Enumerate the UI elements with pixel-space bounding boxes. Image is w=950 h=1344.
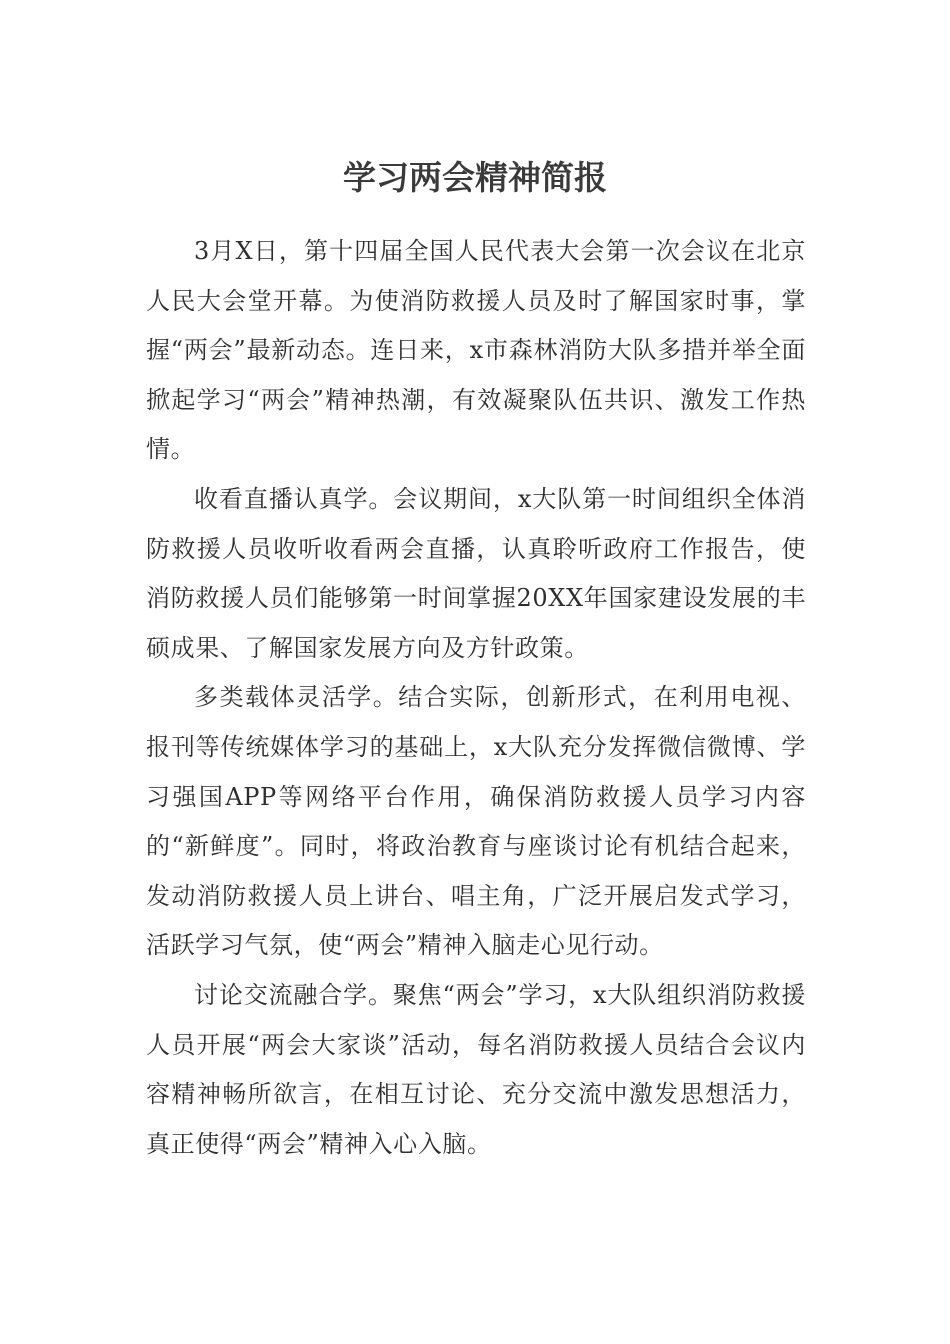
paragraph-live-broadcast: 收看直播认真学。会议期间，x大队第一时间组织全体消防救援人员收听收看两会直播，认真聆听政府工作报告，使消防救援人员们能够第一时间掌握20XX年国家建设发展的丰硕成果、了解国家发展方向及方针政策。 <box>146 484 806 662</box>
paragraph-multi-carrier: 多类载体灵活学。结合实际，创新形式，在利用电视、报刊等传统媒体学习的基础上，x大队充分发挥微信微博、学习强国APP等网络平台作用，确保消防救援人员学习内容的“新鲜度”。同时，将政治教育与座谈讨论有机结合起来，发动消防救援人员上讲台、唱主角，广泛开展启发式学习，活跃学习气氛，使“两会”精神入脑走心见行动。 <box>146 683 806 960</box>
document-body <box>146 227 806 1169</box>
paragraph-intro: 3月X日，第十四届全国人民代表大会第一次会议在北京人民大会堂开幕。为使消防救援人员及时了解国家时事，掌握“两会”最新动态。连日来，x市森林消防大队多措并举全面掀起学习“两会”精神热潮，有效凝聚队伍共识、激发工作热情。 <box>146 237 806 464</box>
paragraph-discussion: 讨论交流融合学。聚焦“两会”学习，x大队组织消防救援人员开展“两会大家谈”活动，每名消防救援人员结合会议内容精神畅所欲言，在相互讨论、充分交流中激发思想活力，真正使得“两会”精神入心入脑。 <box>146 980 806 1158</box>
page-title: 学习两会精神简报 <box>343 158 607 197</box>
